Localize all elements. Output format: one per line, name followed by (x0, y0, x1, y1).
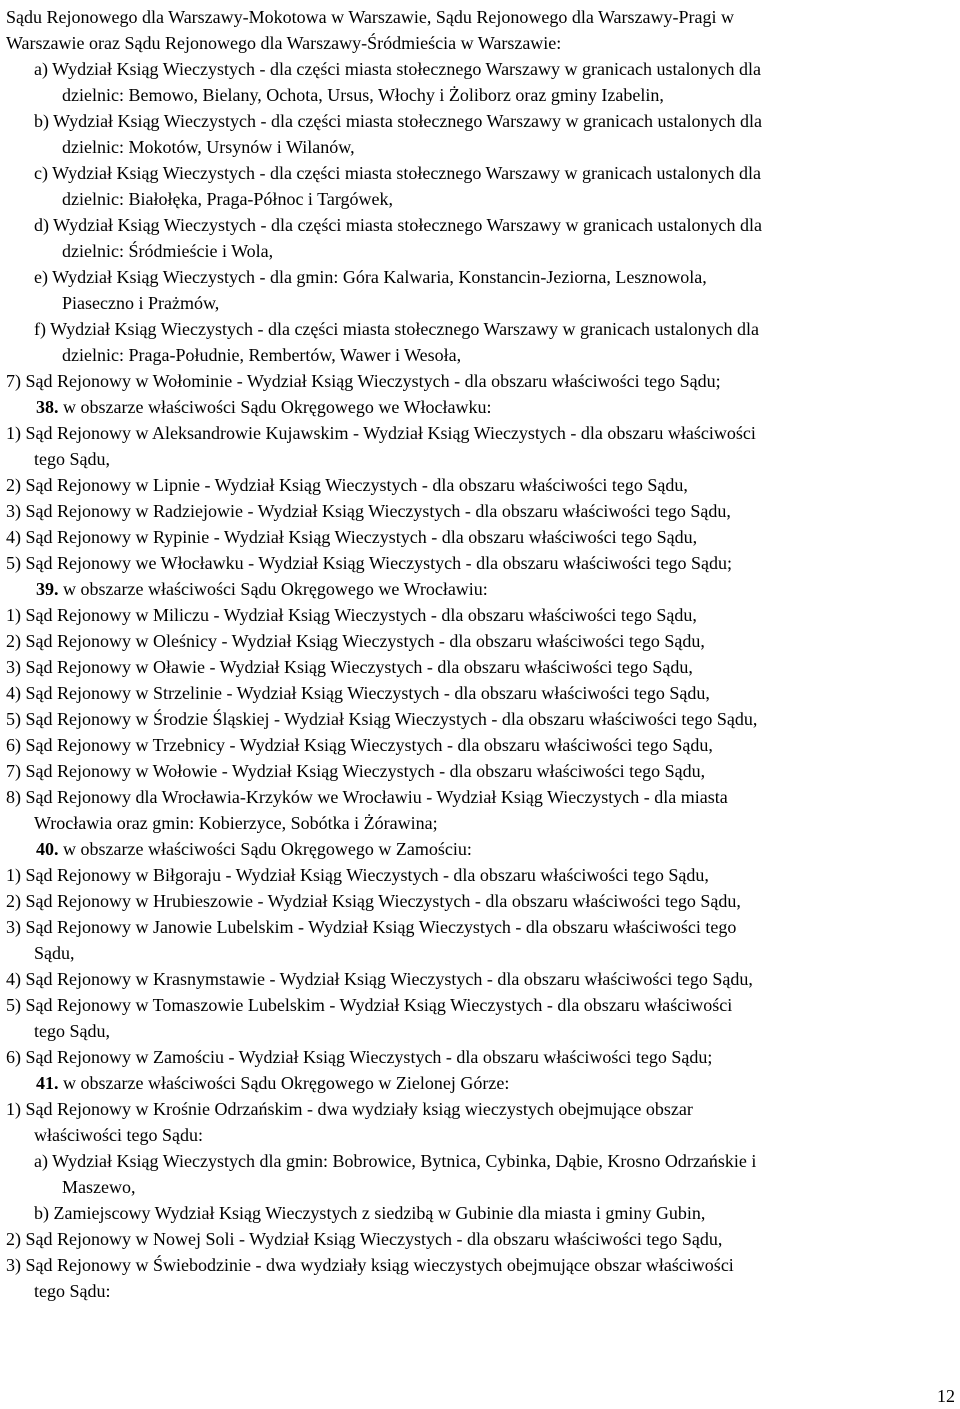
text-line (6, 368, 956, 394)
text-line (6, 1252, 956, 1278)
section-number: 41. (36, 1073, 59, 1093)
text-line (6, 992, 956, 1018)
text-line (6, 602, 956, 628)
line-text: w obszarze właściwości Sądu Okręgowego we Wrocławiu: (58, 579, 488, 599)
text-line (6, 1200, 956, 1226)
line-text: 5) Sąd Rejonowy w Środzie Śląskiej - Wydział Ksiąg Wieczystych - dla obszaru właściwości tego Sądu, (6, 709, 758, 729)
text-line (6, 914, 956, 940)
text-line (6, 4, 956, 30)
section-number: 40. (36, 839, 59, 859)
line-text: Warszawie oraz Sądu Rejonowego dla Warszawy-Śródmieścia w Warszawie: (6, 33, 562, 53)
text-line (6, 758, 956, 784)
text-line (6, 706, 956, 732)
line-text: a) Wydział Ksiąg Wieczystych dla gmin: Bobrowice, Bytnica, Cybinka, Dąbie, Krosno Odrzańskie i (34, 1151, 757, 1171)
text-line (6, 550, 956, 576)
text-line (6, 966, 956, 992)
line-text: Piaseczno i Prażmów, (62, 293, 220, 313)
text-line (6, 1174, 956, 1200)
line-text: 7) Sąd Rejonowy w Wołowie - Wydział Ksiąg Wieczystych - dla obszaru właściwości tego Sądu, (6, 761, 706, 781)
line-text: Maszewo, (62, 1177, 136, 1197)
line-text: 1) Sąd Rejonowy w Miliczu - Wydział Ksiąg Wieczystych - dla obszaru właściwości tego Sądu, (6, 605, 697, 625)
text-line (6, 810, 956, 836)
text-line (6, 524, 956, 550)
text-line (6, 160, 956, 186)
text-line (6, 1122, 956, 1148)
section-heading (6, 576, 956, 602)
line-text: 2) Sąd Rejonowy w Lipnie - Wydział Ksiąg Wieczystych - dla obszaru właściwości tego Sądu, (6, 475, 688, 495)
text-line (6, 446, 956, 472)
line-text: 1) Sąd Rejonowy w Aleksandrowie Kujawskim - Wydział Ksiąg Wieczystych - dla obszaru właściwości (6, 423, 756, 443)
text-line (6, 186, 956, 212)
text-line (6, 1278, 956, 1304)
line-text: dzielnic: Śródmieście i Wola, (62, 241, 274, 261)
line-text: b) Wydział Ksiąg Wieczystych - dla części miasta stołecznego Warszawy w granicach ustalonych dla (34, 111, 762, 131)
page-number: 12 (937, 1386, 955, 1406)
line-text: 3) Sąd Rejonowy w Świebodzinie - dwa wydziały ksiąg wieczystych obejmujące obszar właściwości (6, 1255, 734, 1275)
text-line (6, 264, 956, 290)
line-text: 3) Sąd Rejonowy w Oławie - Wydział Ksiąg Wieczystych - dla obszaru właściwości tego Sądu, (6, 657, 693, 677)
line-text: w obszarze właściwości Sądu Okręgowego w Zamościu: (58, 839, 472, 859)
line-text: 4) Sąd Rejonowy w Rypinie - Wydział Ksiąg Wieczystych - dla obszaru właściwości tego Sądu, (6, 527, 698, 547)
line-text: 4) Sąd Rejonowy w Krasnymstawie - Wydział Ksiąg Wieczystych - dla obszaru właściwości tego Sądu, (6, 969, 753, 989)
line-text: tego Sądu: (34, 1281, 111, 1301)
text-line (6, 1096, 956, 1122)
text-line (6, 212, 956, 238)
text-line (6, 784, 956, 810)
text-line (6, 290, 956, 316)
text-line (6, 1148, 956, 1174)
text-line (6, 654, 956, 680)
text-line (6, 940, 956, 966)
text-line (6, 342, 956, 368)
text-line (6, 108, 956, 134)
line-text: w obszarze właściwości Sądu Okręgowego we Włocławku: (58, 397, 492, 417)
text-line (6, 1018, 956, 1044)
line-text: 8) Sąd Rejonowy dla Wrocławia-Krzyków we Wrocławiu - Wydział Ksiąg Wieczystych - dla miasta (6, 787, 728, 807)
text-line (6, 862, 956, 888)
text-line (6, 1226, 956, 1252)
line-text: e) Wydział Ksiąg Wieczystych - dla gmin: Góra Kalwaria, Konstancin-Jeziorna, Lesznowola, (34, 267, 707, 287)
line-text: 3) Sąd Rejonowy w Radziejowie - Wydział Ksiąg Wieczystych - dla obszaru właściwości tego Sądu, (6, 501, 731, 521)
text-line (6, 82, 956, 108)
text-line (6, 134, 956, 160)
line-text: a) Wydział Ksiąg Wieczystych - dla części miasta stołecznego Warszawy w granicach ustalonych dla (34, 59, 761, 79)
text-line (6, 680, 956, 706)
line-text: 6) Sąd Rejonowy w Zamościu - Wydział Ksiąg Wieczystych - dla obszaru właściwości tego Sądu; (6, 1047, 713, 1067)
text-line (6, 56, 956, 82)
text-line (6, 30, 956, 56)
text-line (6, 732, 956, 758)
line-text: właściwości tego Sądu: (34, 1125, 203, 1145)
line-text: 5) Sąd Rejonowy we Włocławku - Wydział Ksiąg Wieczystych - dla obszaru właściwości tego Sądu; (6, 553, 733, 573)
section-heading (6, 836, 956, 862)
section-heading (6, 394, 956, 420)
line-text: 7) Sąd Rejonowy w Wołominie - Wydział Ksiąg Wieczystych - dla obszaru właściwości tego Sądu; (6, 371, 721, 391)
line-text: 2) Sąd Rejonowy w Nowej Soli - Wydział Ksiąg Wieczystych - dla obszaru właściwości tego Sądu, (6, 1229, 723, 1249)
line-text: 3) Sąd Rejonowy w Janowie Lubelskim - Wydział Ksiąg Wieczystych - dla obszaru właściwości tego (6, 917, 737, 937)
line-text: tego Sądu, (34, 449, 110, 469)
text-line (6, 888, 956, 914)
line-text: Sądu Rejonowego dla Warszawy-Mokotowa w Warszawie, Sądu Rejonowego dla Warszawy-Pragi w (6, 7, 734, 27)
line-text: dzielnic: Praga-Południe, Rembertów, Wawer i Wesoła, (62, 345, 462, 365)
line-text: 4) Sąd Rejonowy w Strzelinie - Wydział Ksiąg Wieczystych - dla obszaru właściwości tego Sądu, (6, 683, 710, 703)
line-text: tego Sądu, (34, 1021, 110, 1041)
text-line (6, 498, 956, 524)
text-line (6, 238, 956, 264)
section-heading (6, 1070, 956, 1096)
text-line (6, 420, 956, 446)
line-text: w obszarze właściwości Sądu Okręgowego w Zielonej Górze: (58, 1073, 510, 1093)
text-line (6, 472, 956, 498)
line-text: f) Wydział Ksiąg Wieczystych - dla części miasta stołecznego Warszawy w granicach ustalonych dla (34, 319, 759, 339)
document-body (6, 4, 956, 1304)
line-text: 1) Sąd Rejonowy w Biłgoraju - Wydział Ksiąg Wieczystych - dla obszaru właściwości tego Sądu, (6, 865, 709, 885)
line-text: dzielnic: Bemowo, Bielany, Ochota, Ursus, Włochy i Żoliborz oraz gminy Izabelin, (62, 85, 664, 105)
line-text: dzielnic: Mokotów, Ursynów i Wilanów, (62, 137, 355, 157)
line-text: 1) Sąd Rejonowy w Krośnie Odrzańskim - dwa wydziały ksiąg wieczystych obejmujące obszar (6, 1099, 693, 1119)
line-text: Wrocławia oraz gmin: Kobierzyce, Sobótka i Żórawina; (34, 813, 438, 833)
line-text: 2) Sąd Rejonowy w Hrubieszowie - Wydział Ksiąg Wieczystych - dla obszaru właściwości tego Sądu, (6, 891, 741, 911)
line-text: d) Wydział Ksiąg Wieczystych - dla części miasta stołecznego Warszawy w granicach ustalonych dla (34, 215, 762, 235)
line-text: c) Wydział Ksiąg Wieczystych - dla części miasta stołecznego Warszawy w granicach ustalonych dla (34, 163, 761, 183)
text-line (6, 316, 956, 342)
section-number: 39. (36, 579, 59, 599)
line-text: b) Zamiejscowy Wydział Ksiąg Wieczystych z siedzibą w Gubinie dla miasta i gminy Gubin, (34, 1203, 706, 1223)
section-number: 38. (36, 397, 59, 417)
line-text: 5) Sąd Rejonowy w Tomaszowie Lubelskim - Wydział Ksiąg Wieczystych - dla obszaru właściwości (6, 995, 733, 1015)
line-text: 2) Sąd Rejonowy w Oleśnicy - Wydział Ksiąg Wieczystych - dla obszaru właściwości tego Sądu, (6, 631, 705, 651)
line-text: Sądu, (34, 943, 75, 963)
line-text: dzielnic: Białołęka, Praga-Północ i Targówek, (62, 189, 393, 209)
text-line (6, 1044, 956, 1070)
text-line (6, 628, 956, 654)
line-text: 6) Sąd Rejonowy w Trzebnicy - Wydział Ksiąg Wieczystych - dla obszaru właściwości tego Sądu, (6, 735, 713, 755)
